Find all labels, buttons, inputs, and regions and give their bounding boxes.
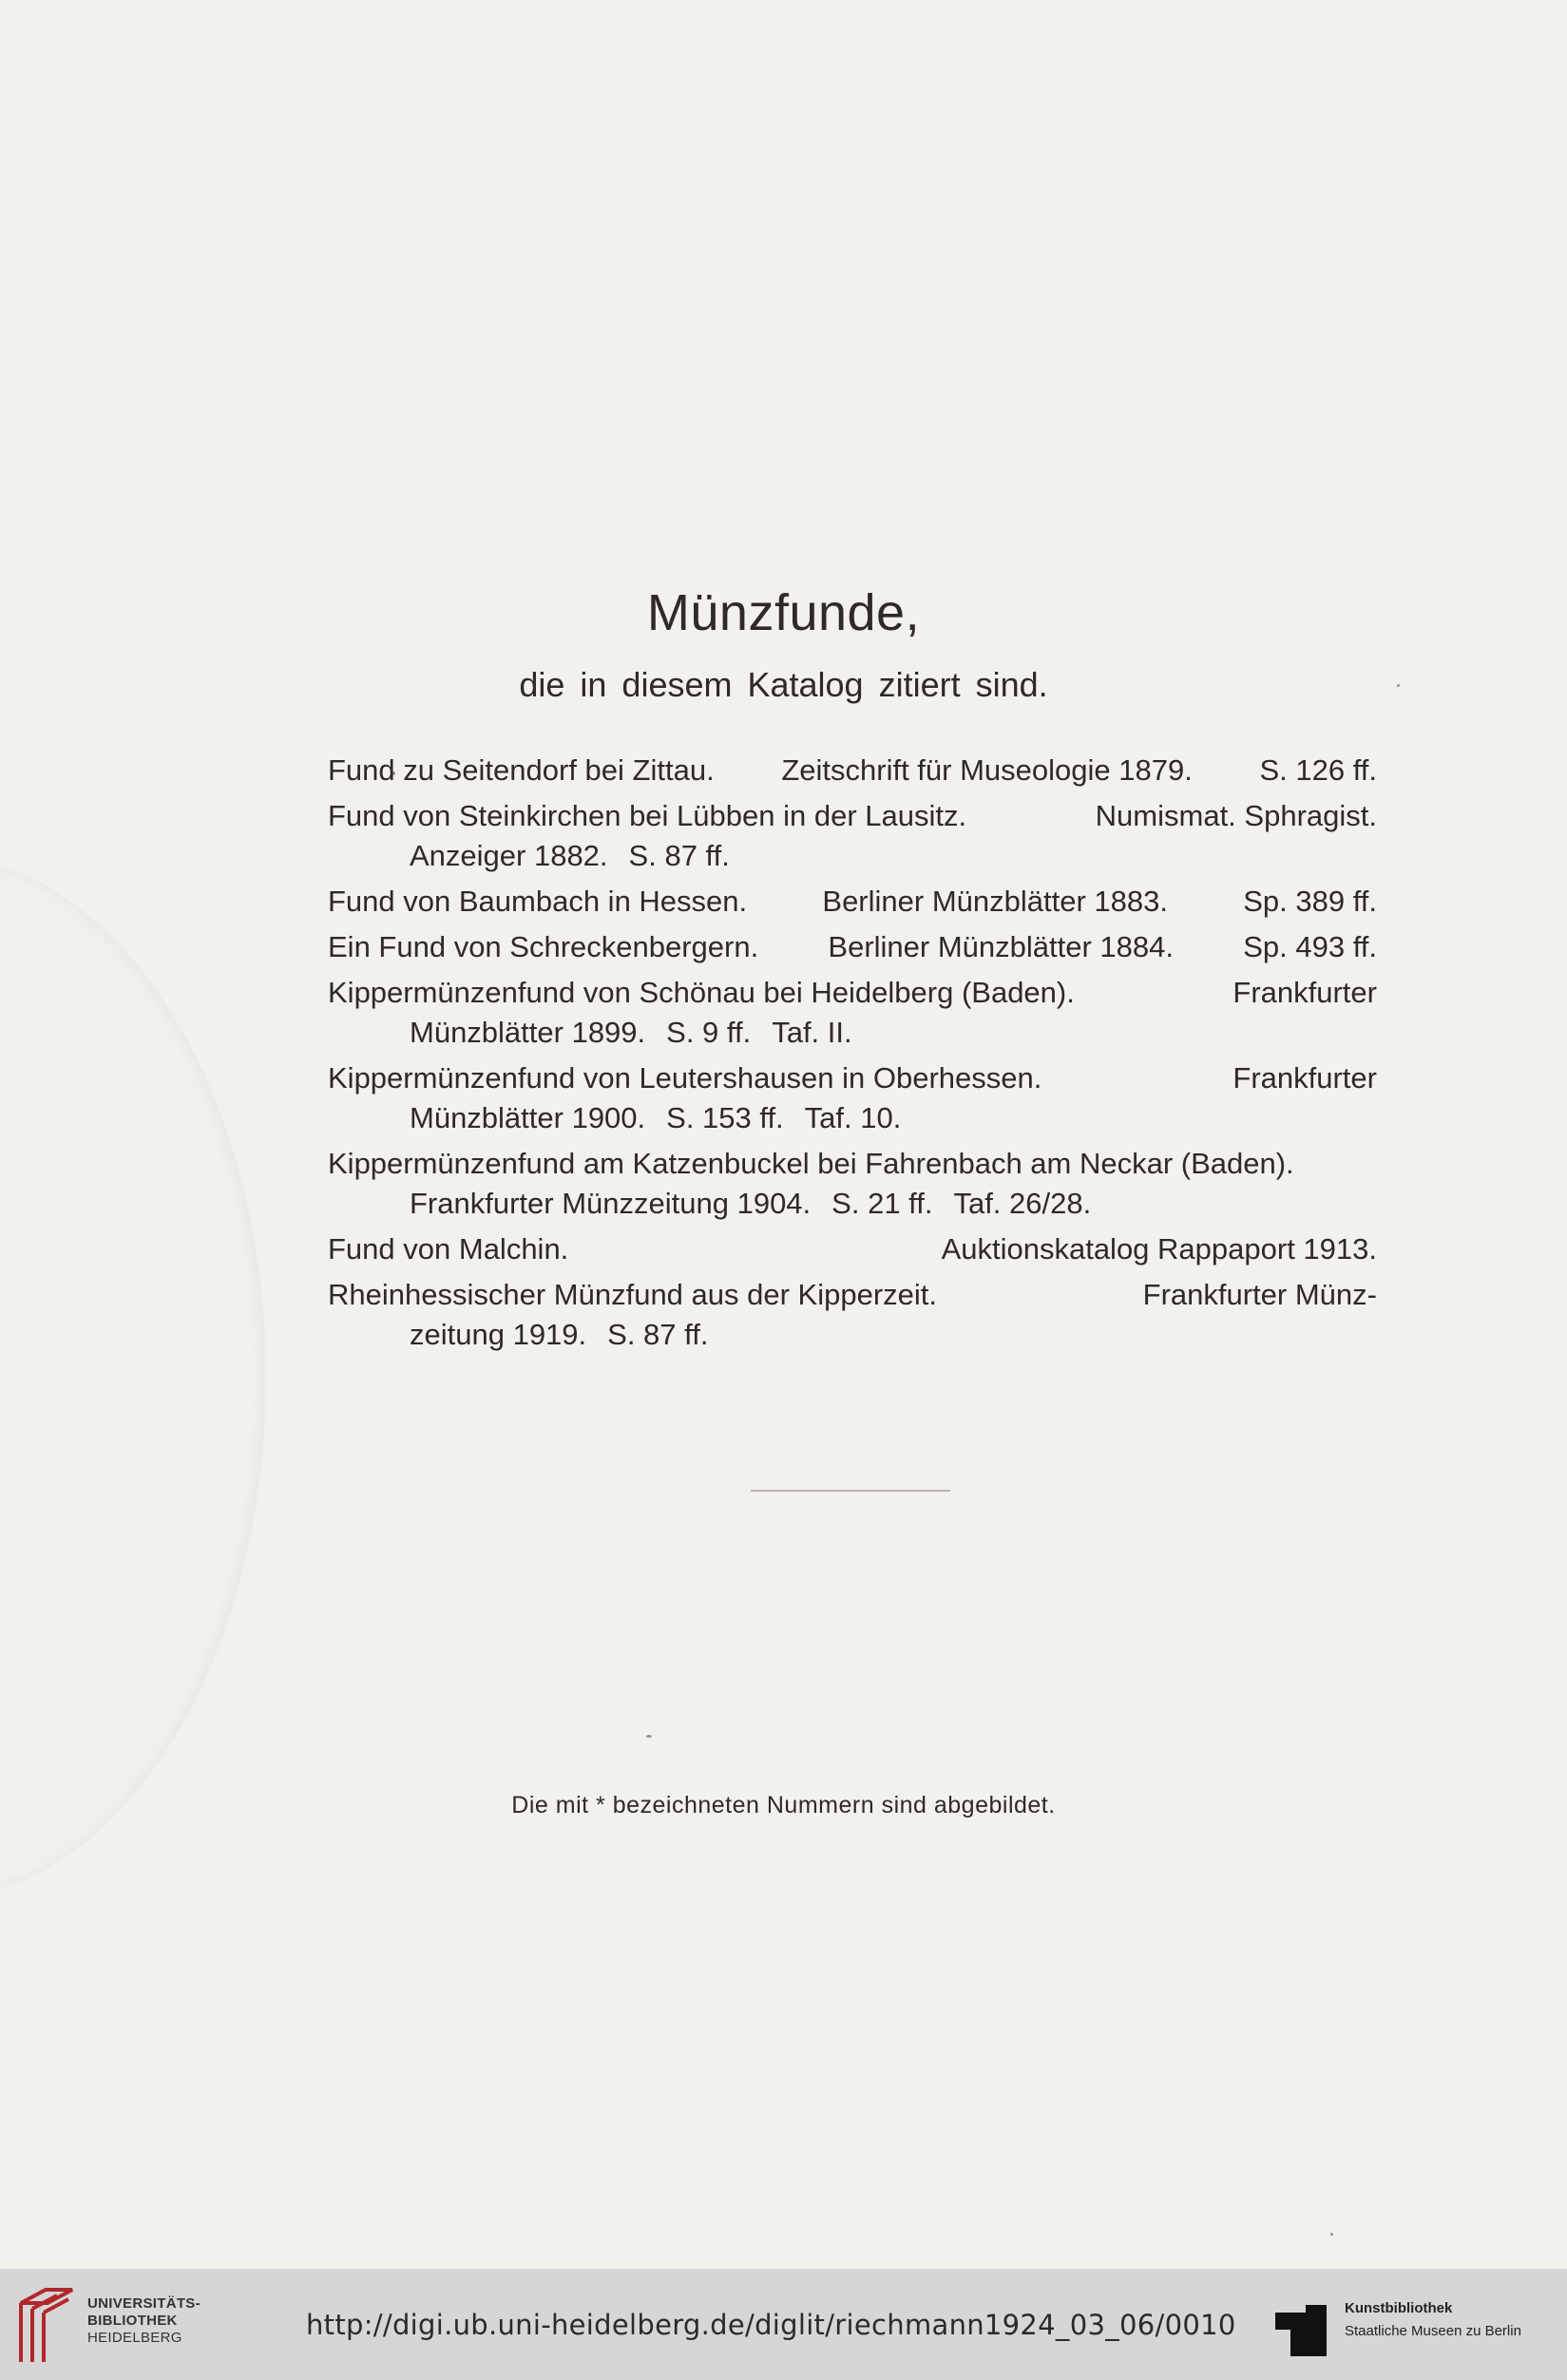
entry-segment: S. 87 ff. [628,839,730,872]
entry-segment: Kippermünzenfund von Leutershausen in Oberhessen. [328,1061,1042,1095]
list-item [328,1058,1377,1138]
kunstbibliothek-name: Kunstbibliothek [1345,2300,1453,2316]
kunstbibliothek-subtitle: Staatliche Museen zu Berlin [1345,2323,1521,2339]
entry-segment: Sp. 389 ff. [1243,885,1377,918]
kunstbibliothek-logo-icon [1273,2303,1328,2358]
entry-segment: Rheinhessischer Münzfund aus der Kipperzeit. [328,1278,938,1311]
entry-continuation-line [410,1098,1377,1138]
entry-segment: Münzblätter 1900. [410,1101,646,1134]
entry-segment: Frankfurter Münz- [1142,1278,1377,1311]
university-library-name [87,2295,201,2347]
list-item [328,927,1377,967]
entry-continuation-line [410,1184,1377,1224]
entry-segment: Ein Fund von Schreckenbergern. [328,930,759,963]
entry-segment: Taf. 26/28. [953,1187,1092,1220]
entry-segment: S. 153 ff. [666,1101,784,1134]
entry-segment: Fund zu Seitendorf bei Zittau. [328,753,715,787]
entry-continuation-line [410,1013,1377,1053]
entry-segment: Berliner Münzblätter 1884. [828,930,1175,963]
entry-segment: Münzblätter 1899. [410,1016,646,1049]
entry-segment: zeitung 1919. [410,1318,587,1351]
paper-speck [646,1735,652,1738]
entry-segment: Berliner Münzblätter 1883. [822,885,1168,918]
list-item [328,751,1377,790]
entry-segment: Sp. 493 ff. [1243,930,1377,963]
entry-continuation-line [410,836,1377,876]
entry-line [328,1229,1377,1269]
permalink-url[interactable]: http://digi.ub.uni-heidelberg.de/diglit/riechmann1924_03_06/0010 [306,2309,1236,2341]
library-name-line-1: UNIVERSITÄTS- [87,2295,201,2312]
kunstbibliothek-label [1345,2297,1521,2343]
entry-segment: Taf. 10. [804,1101,902,1134]
entry-segment: Auktionskatalog Rappaport 1913. [941,1232,1377,1266]
footnote: Die mit * bezeichneten Nummern sind abgebildet. [511,1792,1056,1818]
entry-line [328,751,1377,790]
entry-segment: Frankfurter [1233,1061,1377,1095]
entry-line [328,882,1377,922]
university-library-logo-icon [13,2284,80,2368]
entry-continuation-line [410,1315,1377,1355]
entry-segment: Kippermünzenfund am Katzenbuckel bei Fahrenbach am Neckar (Baden). [328,1147,1294,1180]
entry-segment: S. 126 ff. [1259,753,1377,787]
entry-segment: Frankfurter Münzzeitung 1904. [410,1187,812,1220]
entry-segment: Fund von Steinkirchen bei Lübben in der Lausitz. [328,799,967,832]
list-item [328,1229,1377,1269]
page-subtitle: die in diesem Katalog zitiert sind. [519,665,1048,704]
entry-line [328,973,1377,1013]
entry-segment: Kippermünzenfund von Schönau bei Heidelberg (Baden). [328,976,1075,1009]
entry-segment: Taf. II. [772,1016,852,1049]
entry-line [328,1144,1377,1184]
list-item [328,973,1377,1053]
entry-segment: Anzeiger 1882. [410,839,608,872]
entry-line [328,927,1377,967]
entry-segment: Fund von Baumbach in Hessen. [328,885,748,918]
library-name-line-3: HEIDELBERG [87,2330,182,2346]
paper-speck [1330,2233,1333,2236]
entry-segment: Frankfurter [1233,976,1377,1009]
list-item [328,882,1377,922]
entry-segment: S. 21 ff. [831,1187,933,1220]
entry-segment: Zeitschrift für Museologie 1879. [781,753,1193,787]
entry-line [328,796,1377,836]
viewer-footer [0,2269,1567,2380]
entry-segment: S. 9 ff. [666,1016,752,1049]
entry-line [328,1275,1377,1315]
entry-segment: Fund von Malchin. [328,1232,569,1266]
list-item [328,1275,1377,1355]
page-fold-shadow [0,855,266,1900]
entry-segment: Numismat. Sphragist. [1095,799,1377,832]
entry-segment: S. 87 ff. [607,1318,709,1351]
library-name-line-2: BIBLIOTHEK [87,2313,178,2329]
list-item [328,1144,1377,1224]
list-item [328,796,1377,876]
separator-rule [751,1490,950,1492]
page-title: Münzfunde, [646,584,921,641]
find-reference-list [328,751,1377,1361]
entry-line [328,1058,1377,1098]
